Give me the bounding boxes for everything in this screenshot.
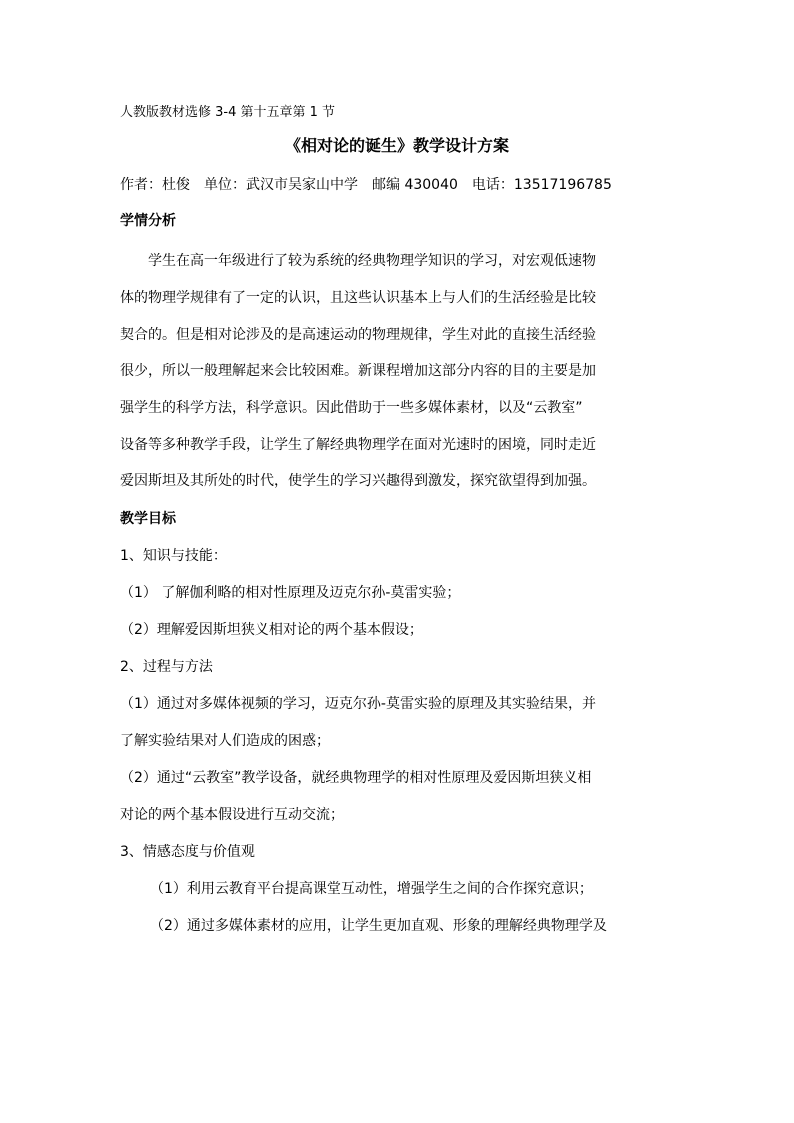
document-title: 《相对论的诞生》教学设计方案	[284, 136, 509, 155]
process-item-2-line-2: 对论的两个基本假设进行互动交流；	[120, 807, 344, 823]
analysis-heading: 学情分析	[120, 213, 176, 229]
knowledge-item-1: （1） 了解伽利略的相对性原理及迈克尔孙-莫雷实验；	[120, 585, 461, 601]
objectives-heading: 教学目标	[120, 511, 176, 527]
process-item-1-line-2: 了解实验结果对人们造成的困惑；	[120, 733, 330, 749]
attitude-item-1: （1）利用云教育平台提高课堂互动性，增强学生之间的合作探究意识；	[150, 881, 593, 897]
section-attitude-title: 3、情感态度与价值观	[120, 844, 255, 860]
author-info: 作者：杜俊 单位：武汉市吴家山中学 邮编 430040 电话：13517196785	[120, 177, 612, 193]
analysis-line: 强学生的科学方法，科学意识。因此借助于一些多媒体素材，以及“云教室”	[120, 400, 583, 416]
section-knowledge-title: 1、知识与技能：	[120, 548, 227, 564]
analysis-line: 体的物理学规律有了一定的认识，且这些认识基本上与人们的生活经验是比较	[120, 290, 596, 306]
knowledge-item-2: （2）理解爱因斯坦狭义相对论的两个基本假设；	[120, 622, 423, 638]
process-item-2-line-1: （2）通过“云教室”教学设备，就经典物理学的相对性原理及爱因斯坦狭义相	[120, 770, 592, 786]
analysis-line: 设备等多种教学手段，让学生了解经典物理学在面对光速时的困境，同时走近	[120, 437, 596, 453]
textbook-reference: 人教版教材选修 3-4 第十五章第 1 节	[120, 105, 336, 120]
process-item-1-line-1: （1）通过对多媒体视频的学习，迈克尔孙-莫雷实验的原理及其实验结果，并	[120, 696, 596, 712]
analysis-line: 契合的。但是相对论涉及的是高速运动的物理规律，学生对此的直接生活经验	[120, 327, 596, 343]
attitude-item-2: （2）通过多媒体素材的应用，让学生更加直观、形象的理解经典物理学及	[150, 918, 607, 934]
analysis-line: 学生在高一年级进行了较为系统的经典物理学知识的学习，对宏观低速物	[148, 253, 596, 269]
analysis-line: 爱因斯坦及其所处的时代，使学生的学习兴趣得到激发，探究欲望得到加强。	[120, 473, 596, 489]
analysis-line: 很少，所以一般理解起来会比较困难。新课程增加这部分内容的目的主要是加	[120, 363, 596, 379]
section-process-title: 2、过程与方法	[120, 659, 213, 675]
